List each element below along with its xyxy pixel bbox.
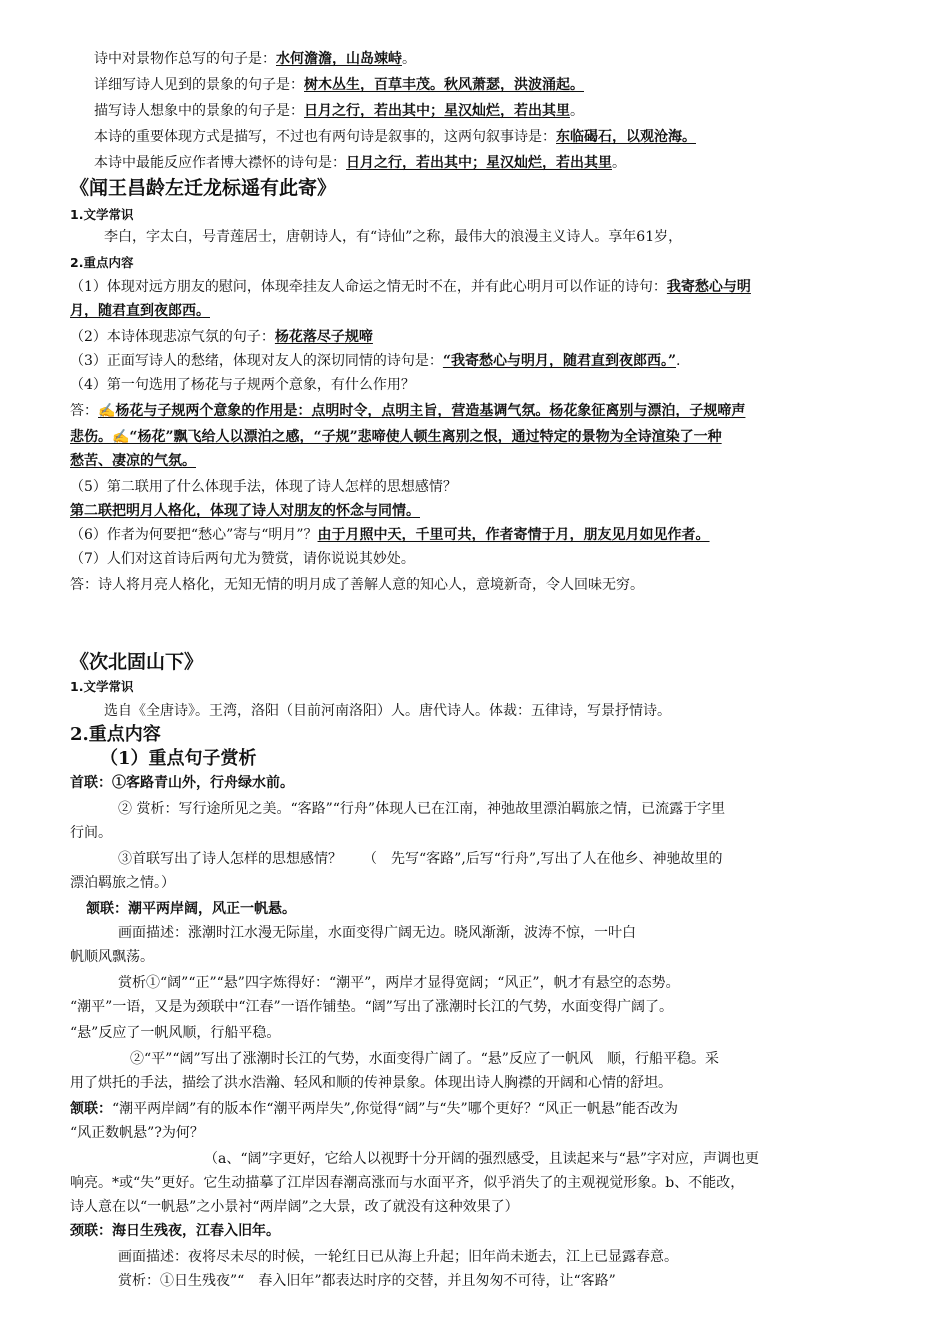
poem3-line-12: ②“平”“阔”写出了涨潮时长江的气势，水面变得广阔了。“悬”反应了一帆风 顺，行船平稳。采 xyxy=(130,1051,719,1067)
poem3-line-20: 画面描述：夜将尽未尽的时候，一轮红日已从海上升起；旧年尚未逝去，江上已显露春意。 xyxy=(118,1249,678,1265)
poem3-line-7: 画面描述：涨潮时江水漫无际崖，水面变得广阔无边。晓风渐渐，波涛不惊，一叶白 xyxy=(118,925,636,941)
line-broad-mind: 本诗中最能反应作者博大襟怀的诗句是：日月之行，若出其中；星汉灿烂，若出其里。 xyxy=(94,155,626,171)
poem3-line-3: 行间。 xyxy=(70,825,112,841)
poem3-title: 《次北固山下》 xyxy=(70,651,204,673)
poem3-section-literary: 1.文学常识 xyxy=(70,679,134,694)
poem3-section-key: 2.重点内容 xyxy=(70,724,161,745)
poem3-line-18: 诗人意在以“一帆悬”之小景衬“两岸阔”之大景，改了就没有这种效果了） xyxy=(70,1199,519,1215)
poem3-line-13: 用了烘托的手法，描绘了洪水浩瀚、轻风和顺的传神景象。体现出诗人胸襟的开阔和心情的舒坦。 xyxy=(70,1075,672,1091)
line-imagined-scene: 描写诗人想象中的景象的句子是：日月之行，若出其中；星汉灿烂，若出其里。 xyxy=(94,103,584,119)
poem3-line-1: 首联：①客路青山外，行舟绿水前。 xyxy=(70,775,294,791)
poem3-line-6: 颔联：潮平两岸阔，风正一帆悬。 xyxy=(86,901,296,917)
poem3-line-15: “风正数帆悬”?为何？ xyxy=(70,1125,204,1141)
poem2-q2: （2）本诗体现悲凉气氛的句子：杨花落尽子规啼 xyxy=(70,329,373,345)
poem2-q5: （5）第二联用了什么体现手法，体现了诗人怎样的思想感情？ xyxy=(70,479,457,495)
poem2-a4-line2: 悲伤。✍“杨花”飘飞给人以漂泊之感，“子规”悲啼使人顿生离别之恨，通过特定的景物为全诗渲染了一种 xyxy=(70,429,722,445)
poem2-q1: （1）体现对远方朋友的慰问，体现牵挂友人命运之情无时不在，并有此心明月可以作证的诗句：我寄愁心与明 xyxy=(70,279,751,295)
poem2-section-literary: 1.文学常识 xyxy=(70,207,134,222)
poem3-line-10: “潮平”一语，又是为颈联中“江春”一语作铺垫。“阔”写出了涨潮时长江的气势，水面变得广阔了。 xyxy=(70,999,673,1015)
poem3-subsection-analysis: （1）重点句子赏析 xyxy=(100,748,257,769)
poem2-bio: 李白，字太白，号青莲居士，唐朝诗人，有“诗仙”之称，最伟大的浪漫主义诗人。享年61岁， xyxy=(104,229,683,245)
poem3-line-17: 响亮。*或“失”更好。它生动描摹了江岸因春潮高涨而与水面平齐，似乎消失了的主观视觉形象。b、不能改， xyxy=(70,1175,745,1191)
poem2-a4-line1: 答：✍杨花与子规两个意象的作用是：点明时令，点明主旨，营造基调气氛。杨花象征离别与漂泊，子规啼声 xyxy=(70,403,746,419)
poem3-line-5: 漂泊羁旅之情。） xyxy=(70,875,175,891)
poem3-line-9: 赏析①“阔”“正”“悬”四字炼得好：“潮平”，两岸才显得宽阔；“风正”，帆才有悬空的态势。 xyxy=(118,975,680,991)
poem2-a4-line3: 愁苦、凄凉的气氛。 xyxy=(70,453,196,469)
poem2-q4: （4）第一句选用了杨花与子规两个意象，有什么作用？ xyxy=(70,377,415,393)
poem3-line-4: ③首联写出了诗人怎样的思想感情？ （ 先写“客路”,后写“行舟”,写出了人在他乡、神驰故里的 xyxy=(118,851,723,867)
poem3-line-19: 颈联：海日生残夜，江春入旧年。 xyxy=(70,1223,280,1239)
line-narrative-lines: 本诗的重要体现方式是描写，不过也有两句诗是叙事的，这两句叙事诗是：东临碣石，以观沧海。 xyxy=(94,129,696,145)
poem3-line-8: 帆顺风飘荡。 xyxy=(70,949,154,965)
poem2-a7: 答：诗人将月亮人格化，无知无情的明月成了善解人意的知心人，意境新奇，令人回味无穷。 xyxy=(70,577,644,593)
poem3-line-11: “悬”反应了一帆风顺，行船平稳。 xyxy=(70,1025,281,1041)
line-overall-scene: 诗中对景物作总写的句子是：水何澹澹，山岛竦峙。 xyxy=(94,51,416,67)
poem3-line-21: 赏析：①日生残夜”“ 春入旧年”都表达时序的交替，并且匆匆不可待，让“客路” xyxy=(118,1273,616,1289)
poem3-bio: 选自《全唐诗》。王湾，洛阳（目前河南洛阳）人。唐代诗人。体裁：五律诗，写景抒情诗。 xyxy=(104,703,671,719)
poem3-line-2: ② 赏析：写行途所见之美。“客路”“行舟”体现人已在江南，神弛故里漂泊羁旅之情，已流露于字里 xyxy=(118,801,726,817)
line-detailed-scene: 详细写诗人见到的景象的句子是：树木丛生，百草丰茂。秋风萧瑟，洪波涌起。 xyxy=(94,77,584,93)
poem2-title: 《闻王昌龄左迁龙标遥有此寄》 xyxy=(70,177,337,199)
poem2-q1-answer-cont: 月，随君直到夜郎西。 xyxy=(70,303,210,319)
poem2-a5: 第二联把明月人格化，体现了诗人对朋友的怀念与同情。 xyxy=(70,503,420,519)
poem2-q7: （7）人们对这首诗后两句尤为赞赏，请你说说其妙处。 xyxy=(70,551,415,567)
poem3-line-14: 颔联：“潮平两岸阔”有的版本作“潮平两岸失”,你觉得“阔”与“失”哪个更好？“风正一帆悬”能否改为 xyxy=(70,1101,679,1117)
poem2-q6: （6）作者为何要把“愁心”寄与“明月”？由于月照中天，千里可共，作者寄情于月，朋友见月如见作者。 xyxy=(70,527,710,543)
poem2-section-key: 2.重点内容 xyxy=(70,255,134,270)
poem3-line-16: （a、“阔”字更好，它给人以视野十分开阔的强烈感受，且读起来与“悬”字对应，声调也更 xyxy=(204,1151,759,1167)
poem2-q3: （3）正面写诗人的愁绪，体现对友人的深切同情的诗句是：“我寄愁心与明月，随君直到夜郎西。”. xyxy=(70,353,681,369)
